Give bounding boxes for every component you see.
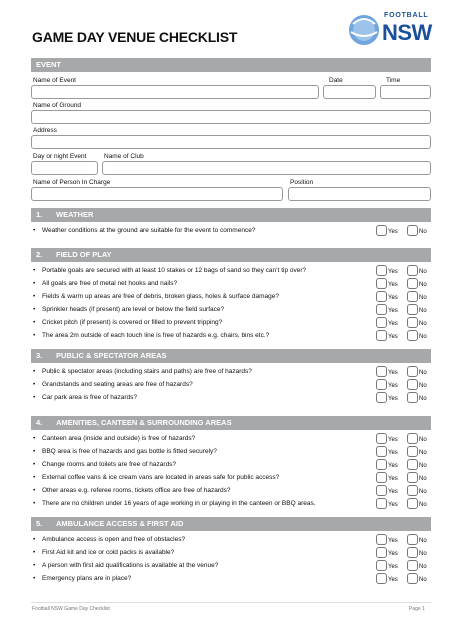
yes-checkbox[interactable] bbox=[376, 225, 387, 236]
no-label: No bbox=[419, 295, 427, 301]
yes-checkbox[interactable] bbox=[376, 573, 387, 584]
yes-checkbox[interactable] bbox=[376, 278, 387, 289]
yes-checkbox[interactable] bbox=[376, 379, 387, 390]
no-label: No bbox=[419, 308, 427, 314]
section-number: 1. bbox=[36, 210, 43, 219]
no-label: No bbox=[419, 577, 427, 583]
no-checkbox[interactable] bbox=[407, 459, 418, 470]
logo-line-1: FOOTBALL bbox=[384, 12, 429, 19]
event-section-header bbox=[31, 58, 431, 72]
checklist-item bbox=[33, 306, 224, 314]
no-label: No bbox=[419, 334, 427, 340]
checklist-item-text: Portable goals are secured with at least 10 stakes or 12 bags of sand so they can’t tip over? bbox=[42, 267, 307, 274]
yes-label: Yes bbox=[388, 551, 398, 557]
checklist-item-text: Emergency plans are in place? bbox=[42, 575, 132, 582]
section-title: AMENITIES, CANTEEN & SURROUNDING AREAS bbox=[56, 418, 232, 427]
yes-label: Yes bbox=[388, 489, 398, 495]
checklist-item bbox=[33, 474, 279, 482]
logo-line-2: NSW bbox=[382, 20, 432, 45]
no-checkbox[interactable] bbox=[407, 317, 418, 328]
address-field[interactable] bbox=[31, 135, 431, 149]
no-checkbox[interactable] bbox=[407, 498, 418, 509]
checklist-item-text: A person with first aid qualifications is available at the venue? bbox=[42, 562, 219, 569]
bullet-icon: • bbox=[33, 435, 36, 442]
checklist-item-text: External coffee vans & ice cream vans are located in areas safe for public access? bbox=[42, 474, 280, 481]
no-label: No bbox=[419, 396, 427, 402]
checklist-item-text: Public & spectator areas (including stairs and paths) are free of hazards? bbox=[42, 368, 252, 375]
checklist-item bbox=[33, 549, 174, 557]
no-checkbox[interactable] bbox=[407, 573, 418, 584]
bullet-icon: • bbox=[33, 500, 36, 507]
footer-divider bbox=[31, 602, 431, 603]
event-section-title: EVENT bbox=[36, 60, 62, 69]
yes-checkbox[interactable] bbox=[376, 265, 387, 276]
no-checkbox[interactable] bbox=[407, 446, 418, 457]
checklist-item-text: BBQ area is free of hazards and gas bottle is fitted securely? bbox=[42, 448, 217, 455]
person-in-charge-label: Name of Person In Charge bbox=[33, 179, 111, 186]
yes-label: Yes bbox=[388, 564, 398, 570]
section-number: 3. bbox=[36, 351, 43, 360]
checklist-item-text: There are no children under 16 years of age working in or playing in the canteen or BBQ areas. bbox=[42, 500, 316, 507]
yes-checkbox[interactable] bbox=[376, 498, 387, 509]
yes-checkbox[interactable] bbox=[376, 392, 387, 403]
checklist-item-text: Grandstands and seating areas are free of hazards? bbox=[42, 381, 193, 388]
bullet-icon: • bbox=[33, 394, 36, 401]
yes-checkbox[interactable] bbox=[376, 560, 387, 571]
football-nsw-logo bbox=[347, 10, 437, 54]
yes-label: Yes bbox=[388, 321, 398, 327]
yes-label: Yes bbox=[388, 308, 398, 314]
date-label: Date bbox=[329, 77, 343, 84]
bullet-icon: • bbox=[33, 306, 36, 313]
no-label: No bbox=[419, 383, 427, 389]
checklist-item bbox=[33, 461, 176, 469]
name-of-ground-field[interactable] bbox=[31, 110, 431, 124]
no-label: No bbox=[419, 282, 427, 288]
no-label: No bbox=[419, 502, 427, 508]
yes-checkbox[interactable] bbox=[376, 534, 387, 545]
footer-page-number: Page 1 bbox=[409, 606, 425, 612]
ball-icon bbox=[347, 10, 381, 50]
name-of-club-field[interactable] bbox=[102, 161, 431, 175]
section-header bbox=[31, 517, 431, 531]
checklist-item bbox=[33, 381, 193, 389]
no-checkbox[interactable] bbox=[407, 472, 418, 483]
checklist-item bbox=[33, 575, 131, 583]
checklist-item bbox=[33, 319, 222, 327]
yes-label: Yes bbox=[388, 282, 398, 288]
bullet-icon: • bbox=[33, 536, 36, 543]
checklist-item bbox=[33, 293, 279, 301]
no-label: No bbox=[419, 538, 427, 544]
name-of-event-label: Name of Event bbox=[33, 77, 76, 84]
section-header bbox=[31, 248, 431, 262]
bullet-icon: • bbox=[33, 448, 36, 455]
section-title: FIELD OF PLAY bbox=[56, 250, 112, 259]
yes-checkbox[interactable] bbox=[376, 446, 387, 457]
no-checkbox[interactable] bbox=[407, 534, 418, 545]
bullet-icon: • bbox=[33, 368, 36, 375]
position-label: Position bbox=[290, 179, 314, 186]
section-title: WEATHER bbox=[56, 210, 94, 219]
no-checkbox[interactable] bbox=[407, 433, 418, 444]
no-checkbox[interactable] bbox=[407, 330, 418, 341]
no-checkbox[interactable] bbox=[407, 265, 418, 276]
yes-label: Yes bbox=[388, 538, 398, 544]
checklist-item bbox=[33, 448, 217, 456]
name-of-club-label: Name of Club bbox=[104, 153, 144, 160]
section-title: AMBULANCE ACCESS & FIRST AID bbox=[56, 519, 184, 528]
page-title: GAME DAY VENUE CHECKLIST bbox=[32, 29, 238, 45]
footer-document-name: Football NSW Game Day Checklist bbox=[32, 606, 110, 612]
no-label: No bbox=[419, 269, 427, 275]
yes-label: Yes bbox=[388, 437, 398, 443]
no-checkbox[interactable] bbox=[407, 392, 418, 403]
checklist-item-text: Fields & warm up areas are free of debris, broken glass, holes & surface damage? bbox=[42, 293, 280, 300]
bullet-icon: • bbox=[33, 267, 36, 274]
section-number: 5. bbox=[36, 519, 43, 528]
checklist-item-text: Cricket pitch (if present) is covered or filled to prevent tripping? bbox=[42, 319, 223, 326]
yes-label: Yes bbox=[388, 463, 398, 469]
section-number: 4. bbox=[36, 418, 43, 427]
yes-checkbox[interactable] bbox=[376, 472, 387, 483]
yes-checkbox[interactable] bbox=[376, 366, 387, 377]
time-label: Time bbox=[386, 77, 401, 84]
no-label: No bbox=[419, 489, 427, 495]
no-label: No bbox=[419, 463, 427, 469]
no-checkbox[interactable] bbox=[407, 291, 418, 302]
yes-checkbox[interactable] bbox=[376, 291, 387, 302]
section-header bbox=[31, 349, 431, 363]
address-label: Address bbox=[33, 127, 57, 134]
checklist-item bbox=[33, 500, 316, 508]
no-label: No bbox=[419, 229, 427, 235]
no-checkbox[interactable] bbox=[407, 379, 418, 390]
yes-label: Yes bbox=[388, 383, 398, 389]
no-label: No bbox=[419, 551, 427, 557]
yes-checkbox[interactable] bbox=[376, 459, 387, 470]
bullet-icon: • bbox=[33, 487, 36, 494]
yes-label: Yes bbox=[388, 396, 398, 402]
no-checkbox[interactable] bbox=[407, 278, 418, 289]
no-label: No bbox=[419, 476, 427, 482]
bullet-icon: • bbox=[33, 227, 36, 234]
yes-label: Yes bbox=[388, 502, 398, 508]
checklist-item bbox=[33, 487, 230, 495]
yes-label: Yes bbox=[388, 269, 398, 275]
checklist-item bbox=[33, 562, 218, 570]
time-field[interactable] bbox=[380, 85, 431, 99]
bullet-icon: • bbox=[33, 293, 36, 300]
name-of-ground-label: Name of Ground bbox=[33, 102, 82, 109]
bullet-icon: • bbox=[33, 461, 36, 468]
checklist-item bbox=[33, 332, 269, 340]
section-number: 2. bbox=[36, 250, 43, 259]
checklist-item-text: Ambulance access is open and free of obstacles? bbox=[42, 536, 186, 543]
yes-label: Yes bbox=[388, 334, 398, 340]
bullet-icon: • bbox=[33, 575, 36, 582]
checklist-item-text: Car park area is free of hazards? bbox=[42, 394, 138, 401]
bullet-icon: • bbox=[33, 549, 36, 556]
bullet-icon: • bbox=[33, 319, 36, 326]
no-checkbox[interactable] bbox=[407, 225, 418, 236]
day-or-night-field[interactable] bbox=[31, 161, 98, 175]
yes-checkbox[interactable] bbox=[376, 317, 387, 328]
section-header bbox=[31, 208, 431, 222]
checklist-item bbox=[33, 536, 185, 544]
checklist-item bbox=[33, 368, 252, 376]
no-checkbox[interactable] bbox=[407, 547, 418, 558]
yes-label: Yes bbox=[388, 229, 398, 235]
section-header bbox=[31, 416, 431, 430]
yes-label: Yes bbox=[388, 476, 398, 482]
checklist-item-text: The area 2m outside of each touch line is free of hazards e.g. chairs, bins etc.? bbox=[42, 332, 270, 339]
yes-checkbox[interactable] bbox=[376, 330, 387, 341]
yes-checkbox[interactable] bbox=[376, 485, 387, 496]
bullet-icon: • bbox=[33, 280, 36, 287]
date-field[interactable] bbox=[323, 85, 376, 99]
person-in-charge-field[interactable] bbox=[31, 187, 283, 201]
no-label: No bbox=[419, 450, 427, 456]
checklist-item bbox=[33, 435, 195, 443]
yes-label: Yes bbox=[388, 577, 398, 583]
no-checkbox[interactable] bbox=[407, 485, 418, 496]
checklist-item-text: Sprinkler heads (if present) are level or below the field surface? bbox=[42, 306, 225, 313]
checklist-item-text: Weather conditions at the ground are suitable for the event to commence? bbox=[42, 227, 256, 234]
no-checkbox[interactable] bbox=[407, 560, 418, 571]
no-label: No bbox=[419, 564, 427, 570]
checklist-item bbox=[33, 267, 306, 275]
position-field[interactable] bbox=[288, 187, 431, 201]
yes-checkbox[interactable] bbox=[376, 547, 387, 558]
no-label: No bbox=[419, 370, 427, 376]
checklist-item-text: All goals are free of metal net hooks and nails? bbox=[42, 280, 178, 287]
checklist-item-text: Other areas e.g. referee rooms, tickets office are free of hazards? bbox=[42, 487, 231, 494]
checklist-item bbox=[33, 394, 137, 402]
bullet-icon: • bbox=[33, 381, 36, 388]
no-checkbox[interactable] bbox=[407, 304, 418, 315]
yes-label: Yes bbox=[388, 370, 398, 376]
yes-label: Yes bbox=[388, 450, 398, 456]
bullet-icon: • bbox=[33, 474, 36, 481]
yes-checkbox[interactable] bbox=[376, 304, 387, 315]
checklist-item-text: Canteen area (inside and outside) is free of hazards? bbox=[42, 435, 196, 442]
checklist-item bbox=[33, 227, 255, 235]
checklist-item-text: Change rooms and toilets are free of hazards? bbox=[42, 461, 177, 468]
name-of-event-field[interactable] bbox=[31, 85, 319, 99]
no-label: No bbox=[419, 321, 427, 327]
section-title: PUBLIC & SPECTATOR AREAS bbox=[56, 351, 167, 360]
checklist-item bbox=[33, 280, 177, 288]
yes-label: Yes bbox=[388, 295, 398, 301]
bullet-icon: • bbox=[33, 562, 36, 569]
checklist-item-text: First Aid kit and ice or cold packs is available? bbox=[42, 549, 175, 556]
day-or-night-label: Day or night Event bbox=[33, 153, 87, 160]
no-checkbox[interactable] bbox=[407, 366, 418, 377]
no-label: No bbox=[419, 437, 427, 443]
yes-checkbox[interactable] bbox=[376, 433, 387, 444]
bullet-icon: • bbox=[33, 332, 36, 339]
